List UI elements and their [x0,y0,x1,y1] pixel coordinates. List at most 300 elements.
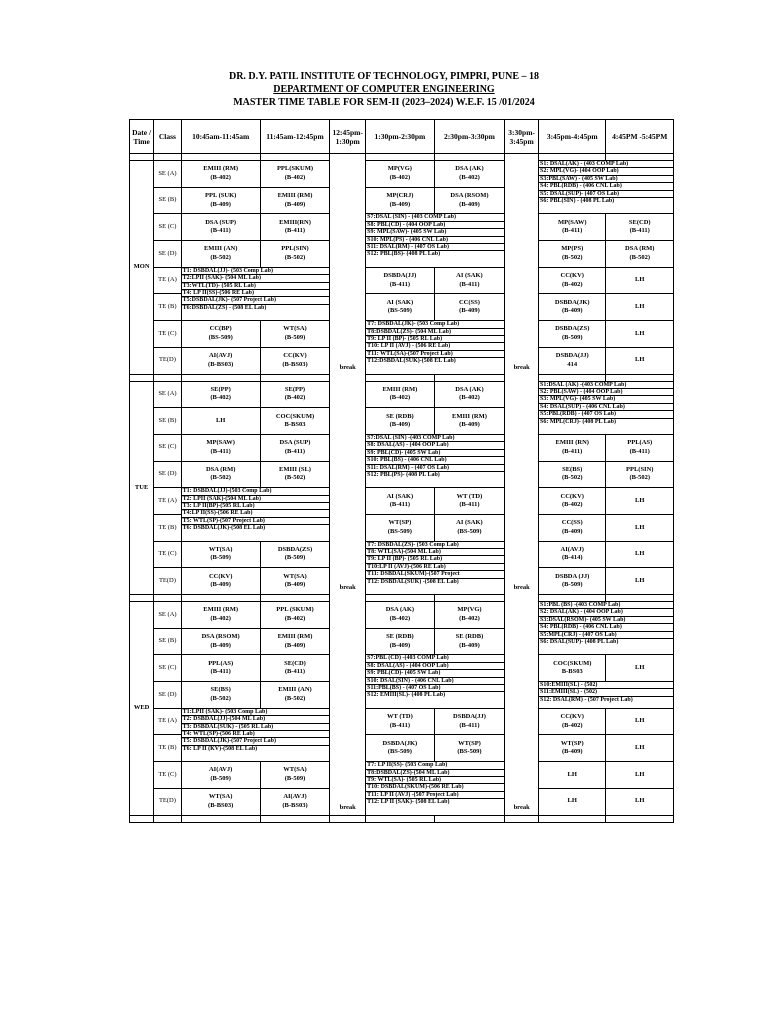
slot1-cell-room: (B-409) [210,581,231,589]
lab-batch-line: S11:EMIII(SL) - (502) [539,689,673,696]
slot6-cell [606,568,674,595]
lab-batch-line: S12: EMIII(SL)- (408 PL Lab) [367,692,446,699]
col-slot2: 11:45am-12:45pm [260,120,330,154]
slot3-cell-subject: MP(CRJ) [386,192,414,200]
class-label: SE (C) [154,434,181,461]
slot1-cell [181,628,260,655]
slot6-cell-subject: LH [635,663,645,671]
class-label: SE (D) [154,461,181,488]
slot6-cell-subject: LH [635,797,645,805]
te-midday-lab-batches [366,762,505,815]
slot4-cell-room: (B-402) [459,173,480,181]
slot5-cell-room: (B-509) [561,333,583,341]
slot2-cell [260,381,330,408]
lab-batch-line: S10:EMIII(SL) - (502) [539,682,673,689]
slot5-cell [539,241,606,268]
slot4-cell-subject: SE (RDB) [455,633,484,641]
gap-cell [366,374,435,381]
slot5-cell [539,655,606,682]
lab-batch-line: S5:PBL(RDB) - (407 OS Lab) [539,411,673,418]
lab-batch-line: S1:PBL (BS) -(403 COMP Lab) [539,602,673,609]
slot5-cell-subject: LH [567,797,577,805]
slot6-cell-subject: LH [635,770,645,778]
day-gap-row [130,595,674,602]
slot3-cell-subject: EMIII (RM) [382,385,418,393]
slot2-cell [260,628,330,655]
lab-batch-line: T10: DSBDAL(SKUM)-(506 RE Lab) [366,784,504,791]
slot6-cell [606,267,674,294]
slot1-cell [181,241,260,268]
slot5-cell [539,214,606,241]
col-class: Class [154,120,181,154]
gap-cell [154,154,181,161]
slot2-cell-subject: SE(CD) [284,659,306,667]
table-end-row [130,815,674,822]
slot2-cell-room: (B-502) [284,474,306,482]
slot2-cell [260,187,330,214]
col-slot3: 1:30pm-2:30pm [366,120,435,154]
slot4-cell-room: (B-409) [459,421,480,429]
class-label: TE (C) [154,541,181,568]
slot6-cell [606,434,674,461]
gap-cell [539,374,606,381]
lab-batch-line: T8:DSBDAL(ZS)- (504 ML Lab) [366,329,504,336]
slot2-cell-room: (B-BS03) [282,360,308,368]
slot2-cell-subject: PPL (SKUM) [276,606,314,614]
slot1-cell [181,655,260,682]
slot1-cell-room: (B-BS03) [208,360,234,368]
tea-break [505,161,539,375]
tea-break [505,602,539,816]
class-row-te-a [130,488,674,515]
slot2-cell-room: (B-BS03) [282,801,308,809]
slot5-cell [539,321,606,348]
lab-batch-line: S7:PBL (CD) -(403 COMP Lab) [366,655,504,662]
col-slot6: 4:45PM -5:45PM [606,120,674,154]
slot1-cell [181,161,260,188]
slot2-cell-room: (B-411) [284,447,306,455]
slot2-cell [260,434,330,461]
slot2-cell-subject: PPL(SKUM) [276,165,314,173]
slot1-cell [181,568,260,595]
lab-batch-line: T6: DSBDAL(JK)-(508 EL Lab) [182,525,266,532]
slot2-cell [260,788,330,815]
slot1-cell-subject: SE(BS) [210,686,231,694]
slot4-cell [434,628,505,655]
lab-batch-line: S5:MPL(CRJ) - (407 OS Lab) [539,632,673,639]
slot3-cell-room: (B-409) [389,641,411,649]
slot1-cell [181,321,260,348]
gap-cell [130,154,154,161]
slot3-cell-subject: AI (SAK) [386,492,414,500]
class-label: TE (B) [154,735,181,762]
se-evening-lab-batches-2 [539,682,674,709]
slot2-cell-room: (B-402) [284,614,306,622]
lab-batch-line: T11: LP II (AVJ) -(507 Project Lab) [366,792,504,799]
slot2-cell-subject: EMIII (SL) [279,465,311,473]
class-label: SE (A) [154,381,181,408]
slot6-cell [606,241,674,268]
slot2-cell-subject: PPL(SIN) [281,245,309,253]
lab-batch-line: S12: DSAL(RM) - (507 Project Lab) [540,696,633,703]
class-row-se-c [130,655,674,682]
slot5-cell-room: (B-409) [561,748,583,756]
slot5-cell-room: (B-411) [562,447,583,455]
slot3-cell-subject: SE (RDB) [386,633,414,641]
slot2-cell-room: (B-509) [284,774,306,782]
class-label: SE (D) [154,682,181,709]
slot6-cell-subject: LH [635,576,645,584]
slot1-cell-subject: PPL(AS) [208,659,234,667]
break-label: break [513,363,530,371]
lab-batch-line: S8: DSAL(AS) - (404 OOP Lab) [366,442,504,449]
slot6-cell-subject: LH [635,329,645,337]
class-row-te-a [130,267,674,294]
slot1-cell-subject: EMIII (RM) [203,165,239,173]
slot4-cell-room: (B-409) [459,307,480,315]
slot1-cell [181,541,260,568]
lab-batch-line: T9: LP II (BP)- (505 RL Lab) [366,556,504,563]
lab-batch-line: S7:DSAL (SIN) - (403 COMP Lab) [366,214,504,221]
slot5-cell-room: (B-502) [561,253,583,261]
slot2-cell-room: (B-411) [284,227,306,235]
department-name: DEPARTMENT OF COMPUTER ENGINEERING [273,84,495,95]
slot5-cell-room: (B-402) [561,721,583,729]
class-label: TE (A) [154,488,181,515]
gap-cell [434,374,505,381]
slot6-cell-subject: LH [635,523,645,531]
lab-batch-line: S9: PBL(CD)- (405 SW Lab) [366,450,504,457]
gap-cell [505,595,539,602]
slot3-cell-room: (B-402) [389,614,411,622]
lab-batch-line: S3:DSAL(RSOM)- (405 SW Lab) [539,617,673,624]
se-midday-lab-batches [366,655,505,708]
lab-batch-line: T12: LP II (SAK)- (508 EL Lab) [367,799,450,806]
lab-batch-line: T12: DSBDAL(SUK) -(508 EL Lab) [367,578,459,585]
slot2-cell [260,214,330,241]
slot5-cell-room: 414 [567,360,578,368]
slot5-cell-subject: DSBDA(JK) [554,298,590,306]
slot1-cell [181,682,260,709]
slot4-cell-room: (B-411) [459,501,480,509]
slot1-cell [181,461,260,488]
slot2-cell-subject: COC(SKUM) [275,412,315,420]
slot3-cell [366,408,435,435]
slot5-cell-room: (B-414) [561,554,583,562]
gap-cell [260,374,330,381]
gap-cell [260,815,330,822]
slot5-cell-subject: DSBDA(ZS) [555,325,590,333]
day-gap-row [130,374,674,381]
slot3-cell-room: (B-411) [389,721,410,729]
gap-cell [330,154,366,161]
lab-batch-line: T3: LP II(BP)-(505 RL Lab) [182,503,330,510]
slot5-cell [539,294,606,321]
slot5-cell-subject: MP(SAW) [557,218,587,226]
lab-batch-line: S5: DSAL(SUP)- (407 OS Lab) [539,191,673,198]
se-evening-lab-batches [539,602,674,655]
slot6-cell-subject: LH [635,744,645,752]
slot4-cell-room: (B-409) [459,200,480,208]
slot2-cell-room: (B-402) [284,173,306,181]
slot2-cell-subject: EMIII (RM) [277,192,313,200]
slot6-cell [606,294,674,321]
slot4-cell-subject: DSBDA(JJ) [453,713,486,721]
gap-cell [505,815,539,822]
slot5-cell-subject: COC(SKUM) [553,659,592,667]
slot5-cell [539,347,606,374]
class-row-se-a [130,602,674,629]
slot6-cell [606,514,674,541]
slot5-cell-room: (B-509) [561,581,583,589]
slot1-cell-room: (B-402) [210,394,231,402]
slot6-cell [606,762,674,789]
slot2-cell [260,568,330,595]
lab-batch-line: S11: DSAL(RM) - (407 OS Lab) [366,465,504,472]
slot1-cell [181,602,260,629]
slot6-cell [606,461,674,488]
slot5-cell-subject: CC(KV) [560,272,584,280]
slot2-cell [260,321,330,348]
slot1-cell-room: (B-411) [210,447,231,455]
slot1-cell-room: (B-BS03) [208,801,234,809]
gap-cell [260,154,330,161]
class-label: TE (B) [154,514,181,541]
slot1-cell-room: (B-409) [210,641,231,649]
slot1-cell-subject: CC(BP) [209,325,232,333]
slot2-cell [260,241,330,268]
slot4-cell-room: (B-411) [459,721,480,729]
se-evening-lab-batches [539,161,674,214]
slot1-cell [181,381,260,408]
gap-cell [130,595,154,602]
slot5-cell-room: (B-409) [561,307,583,315]
slot1-cell-subject: WT(SA) [208,545,233,553]
lab-batch-line: S1: DSAL(AK) - (403 COMP Lab) [539,161,673,168]
slot6-cell [606,735,674,762]
slot6-cell-subject: LH [635,303,645,311]
slot1-cell [181,434,260,461]
gap-cell [330,374,366,381]
slot4-cell-subject: AI (SAK) [456,519,483,527]
slot1-cell [181,187,260,214]
slot6-cell-subject: PPL(SIN) [626,465,654,473]
slot4-cell [434,267,505,294]
slot2-cell-subject: EMIII (AN) [278,686,312,694]
lab-batch-line: T5: DSBDAL(JK)-(507 Project Lab) [182,738,330,745]
slot4-cell [434,381,505,408]
te-morning-lab-batches [181,708,330,761]
slot2-cell-subject: AI(AVJ) [283,793,307,801]
class-row-se-a [130,381,674,408]
lab-batch-line: T6: LP II (KV)-(508 EL Lab) [182,745,258,752]
gap-cell [434,595,505,602]
slot6-cell [606,321,674,348]
class-label: TE (C) [154,762,181,789]
slot1-cell-subject: EMIII (RM) [203,606,239,614]
slot1-cell-subject: CC(KV) [208,572,233,580]
slot3-cell [366,488,435,515]
gap-cell [181,374,260,381]
lab-batch-line: T4: WTL(SP)-(506 RE Lab) [182,731,330,738]
slot6-cell [606,655,674,682]
slot4-cell-subject: AI (SAK) [456,272,483,280]
gap-cell [434,154,505,161]
slot2-cell-room: (B-409) [284,641,306,649]
slot3-cell [366,294,435,321]
slot5-cell-room: (B-411) [562,227,583,235]
class-label: TE (C) [154,321,181,348]
slot5-cell-subject: CC(SS) [561,519,583,527]
slot3-cell-subject: DSBDA(JJ) [383,272,417,280]
slot4-cell-room: (B-402) [459,394,480,402]
class-label: SE (C) [154,214,181,241]
lab-batch-line: S9: PBL(CD)- (405 SW Lab) [366,670,504,677]
gap-cell [181,154,260,161]
slot5-cell-subject: MP(PS) [561,245,584,253]
slot4-cell [434,708,505,735]
slot3-cell [366,161,435,188]
slot3-cell-subject: SE (RDB) [386,412,414,420]
slot3-cell-subject: DSBDA(JK) [382,739,418,747]
slot3-cell-room: (B-411) [389,501,410,509]
slot4-cell-room: (BS-509) [457,527,482,535]
slot3-cell-room: (B-409) [389,200,411,208]
slot3-cell-room: (B-402) [389,173,411,181]
slot5-cell-room: B-BS03 [561,668,583,676]
slot2-cell-subject: EMIII(RN) [279,218,311,226]
lab-batch-line: T10: LP II (AVJ) - (506 RE Lab) [366,343,504,350]
gap-cell [154,595,181,602]
lab-batch-line: T11: WTL(SA)-(507 Project Lab) [366,351,504,358]
slot6-cell-subject: DSA (RM) [625,245,655,253]
break-label: break [339,363,356,371]
gap-cell [539,595,606,602]
slot1-cell-subject: AI(AVJ) [208,352,233,360]
class-row-te-c [130,762,674,789]
slot4-cell-subject: MP(VG) [457,606,482,614]
slot3-cell-subject: AI (SAK) [386,298,414,306]
slot4-cell-subject: DSA (AK) [455,165,484,173]
break-label: break [339,804,356,811]
lab-batch-line: S10: MPL(PS) - (406 CNL Lab) [366,237,504,244]
slot2-cell-room: (B-502) [284,253,306,261]
slot3-cell [366,735,435,762]
slot6-cell-room: (B-411) [629,227,650,235]
slot2-cell-subject: CC(KV) [283,352,307,360]
lab-batch-line: T10:LP II (AVJ)-(506 RE Lab) [366,564,504,571]
slot1-cell-subject: LH [215,416,226,424]
class-label: TE (A) [154,267,181,294]
slot5-cell-room: (B-402) [561,280,583,288]
break-label: break [513,804,530,811]
slot4-cell-subject: EMIII (RM) [452,412,487,420]
slot2-cell [260,347,330,374]
lab-batch-line: S4: PBL(RDB) - (406 CNL Lab) [539,183,673,190]
slot4-cell-room: (B-411) [459,280,480,288]
slot2-cell [260,762,330,789]
slot1-cell-subject: AI(AVJ) [208,766,233,774]
slot2-cell-subject: WT(SA) [283,766,307,774]
slot5-cell [539,434,606,461]
lab-batch-line: T7: LP II(SS)- (503 Comp Lab) [366,762,504,769]
slot3-cell-room: (B-411) [389,280,410,288]
lab-batch-line: S6: MPL(CRJ)- (408 PL Lab) [540,418,616,425]
slot1-cell-subject: DSA (RSOM) [201,633,240,641]
slot3-cell [366,381,435,408]
slot6-cell [606,214,674,241]
slot1-cell [181,347,260,374]
class-row-te-c [130,541,674,568]
lab-batch-line: T11: DSBDAL(SKUM)-(507 Project [366,571,504,578]
lab-batch-line: S8: PBL(CD) - (404 OOP Lab) [366,222,504,229]
break-label: break [339,584,356,591]
class-row-se-c [130,434,674,461]
slot6-cell-subject: LH [635,550,645,558]
slot4-cell [434,408,505,435]
gap-cell [505,374,539,381]
slot5-cell-room: (B-409) [561,527,583,535]
class-label: SE (A) [154,602,181,629]
lab-batch-line: S4: DSAL(SUP) - (406 CNL Lab) [539,404,673,411]
lab-batch-line: T8:DSBDAL(ZS)-(504 ML Lab) [366,770,504,777]
slot3-cell-room: (B-409) [389,421,411,429]
slot4-cell-room: (BS-509) [457,748,482,756]
slot4-cell-subject: DSA (RSOM) [450,192,489,200]
slot3-cell [366,628,435,655]
slot1-cell-room: (B-409) [210,200,231,208]
lab-batch-line: S2: PBL(SAW) - (404 OOP Lab) [539,389,673,396]
slot2-cell [260,655,330,682]
lab-batch-line: T6:DSBDAL(ZS) - (508 EL Lab) [182,304,267,311]
gap-cell [606,154,674,161]
slot3-cell-room: (BS-509) [387,748,412,756]
slot3-cell-room: (BS-509) [387,527,412,535]
slot2-cell-subject: WT(SA) [283,572,307,580]
slot5-cell-subject: WT(SP) [560,739,584,747]
slot5-cell [539,708,606,735]
class-label: SE (A) [154,161,181,188]
lab-batch-line: S6: DSAL(SUP)- (408 PL Lab) [540,639,619,646]
slot5-cell-subject: SE(BS) [562,465,583,473]
col-date-time: Date / Time [130,120,154,154]
header-row [130,120,674,154]
lab-batch-line: T8: WTL(SA)-(504 ML Lab) [366,549,504,556]
gap-cell [606,595,674,602]
tea-break [505,381,539,595]
class-label: TE(D) [154,568,181,595]
col-slot5: 3:45pm-4:45pm [539,120,606,154]
master-timetable [129,119,674,823]
lunch-break [330,161,366,375]
lab-batch-line: T1:LPII (SAK)- (503 Comp Lab) [182,709,330,716]
slot5-cell [539,762,606,789]
slot6-cell [606,347,674,374]
lab-batch-line: S1:DSAL (AK) -(403 COMP Lab) [539,382,673,389]
slot5-cell [539,488,606,515]
slot1-cell [181,214,260,241]
day-label: MON [130,161,154,375]
lab-batch-line: T2: LPII (SAK)-(504 ML Lab) [182,496,330,503]
lab-batch-line: T9: WTL(SA)- (505 RL Lab) [366,777,504,784]
slot3-cell-room: (B-402) [389,394,411,402]
gap-cell [130,815,154,822]
col-slot4: 2:30pm-3:30pm [434,120,505,154]
class-label: TE (A) [154,708,181,735]
lab-batch-line: T9: LP II (BP)- (505 RL Lab) [366,336,504,343]
class-row-te-a [130,708,674,735]
slot5-cell-subject: DSBDA (JJ) [555,572,590,580]
